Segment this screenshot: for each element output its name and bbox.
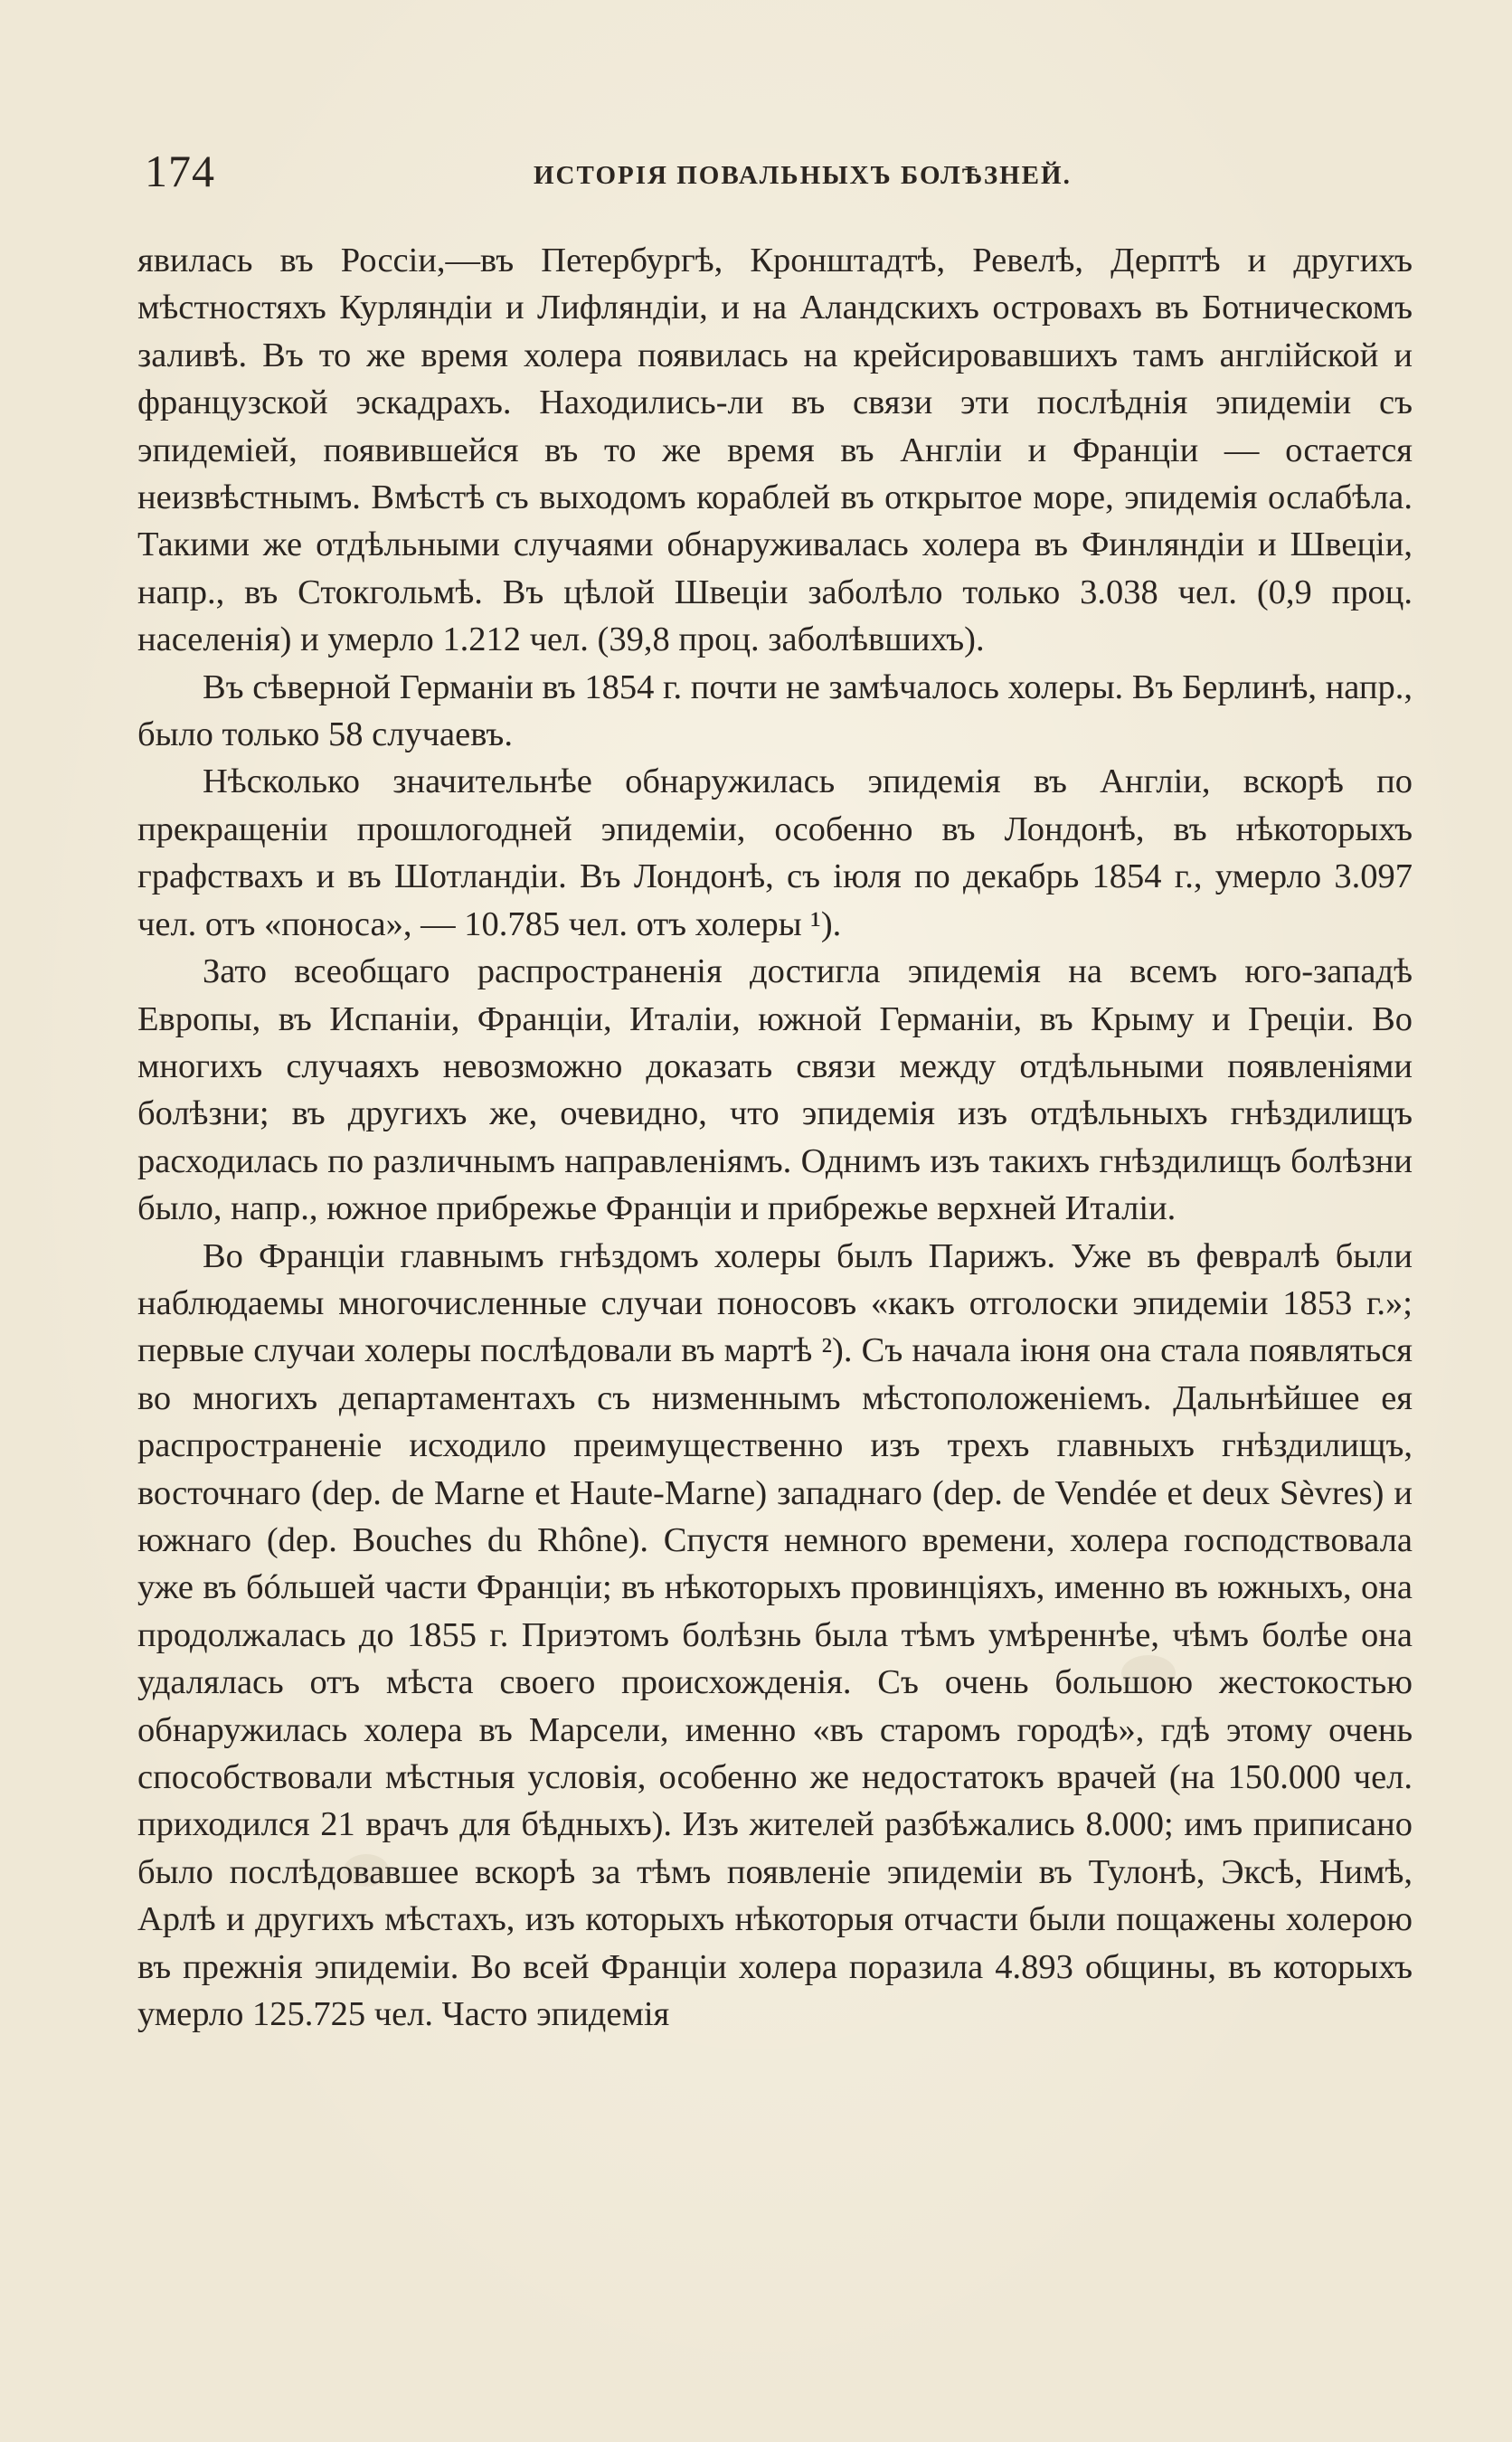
- paragraph: Нѣсколько значительнѣе обнаружилась эпидемія въ Англіи, вскорѣ по прекращеніи прошлогодней эпидеміи, особенно въ Лондонѣ, въ нѣкоторыхъ графствахъ и въ Шотландіи. Въ Лондонѣ, съ іюля по декабрь 1854 г., умерло 3.097 чел. отъ «поноса», — 10.785 чел. отъ холеры ¹).: [137, 762, 1413, 943]
- running-title: ИСТОРІЯ ПОВАЛЬНЫХЪ БОЛѢЗНЕЙ.: [534, 161, 1072, 190]
- paragraph: явилась въ Россіи,—въ Петербургѣ, Кронштадтѣ, Ревелѣ, Дерптѣ и другихъ мѣстностяхъ Курляндіи и Лифляндіи, и на Аландскихъ островахъ въ Ботническомъ заливѣ. Въ то же время холера появилась на крейсировавшихъ тамъ англійской и французской эскадрахъ. Находились-ли въ связи эти послѣднія эпидеміи съ эпидеміей, появившейся въ то же время въ Англіи и Франціи — остается неизвѣстнымъ. Вмѣстѣ съ выходомъ кораблей въ открытое море, эпидемія ослабѣла. Такими же отдѣльными случаями обнаруживалась холера въ Финляндіи и Швеціи, напр., въ Стокгольмѣ. Въ цѣлой Швеціи заболѣло только 3.038 чел. (0,9 проц. населенія) и умерло 1.212 чел. (39,8 проц. заболѣвшихъ).: [137, 241, 1413, 659]
- paragraph: Во Франціи главнымъ гнѣздомъ холеры былъ Парижъ. Уже въ февралѣ были наблюдаемы многочисленные случаи поносовъ «какъ отголоски эпидеміи 1853 г.»; первые случаи холеры послѣдовали въ мартѣ ²). Съ начала іюня она стала появляться во многихъ департаментахъ съ низменнымъ мѣстоположеніемъ. Дальнѣйшее ея распространеніе исходило преимущественно изъ трехъ главныхъ гнѣздилищъ, восточнаго (dep. de Marne et Haute-Marne) западнаго (dep. de Vendée et deux Sèvres) и южнаго (dep. Bouches du Rhône). Спустя немного времени, холера господствовала уже въ бóльшей части Франціи; въ нѣкоторыхъ провинціяхъ, именно въ южныхъ, она продолжалась до 1855 г. Приэтомъ болѣзнь была тѣмъ умѣреннѣе, чѣмъ болѣе она удалялась отъ мѣста своего происхожденія. Съ очень большою жестокостью обнаружилась холера въ Марсели, именно «въ старомъ городѣ», гдѣ этому очень способствовали мѣстныя условія, особенно же недостатокъ врачей (на 150.000 чел. приходился 21 врачъ для бѣдныхъ). Изъ жителей разбѣжались 8.000; имъ приписано было послѣдовавшее вскорѣ за тѣмъ появленіе эпидеміи въ Тулонѣ, Эксѣ, Нимѣ, Арлѣ и другихъ мѣстахъ, изъ которыхъ нѣкоторыя отчасти были пощажены холерою въ прежнія эпидеміи. Во всей Франціи холера поразила 4.893 общины, въ которыхъ умерло 125.725 чел. Часто эпидемія: [137, 1236, 1413, 2034]
- page-header: [136, 145, 1402, 208]
- body-text: [137, 237, 1413, 2038]
- page-number: 174: [145, 146, 215, 196]
- paragraph: Зато всеобщаго распространенія достигла эпидемія на всемъ юго-западѣ Европы, въ Испаніи, Франціи, Италіи, южной Германіи, въ Крыму и Греціи. Во многихъ случаяхъ невозможно доказать связи между отдѣльными появленіями болѣзни; въ другихъ же, очевидно, что эпидемія изъ отдѣльныхъ гнѣздилищъ расходилась по различнымъ направленіямъ. Однимъ изъ такихъ гнѣздилищъ болѣзни было, напр., южное прибрежье Франціи и прибрежье верхней Италіи.: [137, 952, 1413, 1228]
- paragraph: Въ сѣверной Германіи въ 1854 г. почти не замѣчалось холеры. Въ Берлинѣ, напр., было только 58 случаевъ.: [137, 667, 1413, 754]
